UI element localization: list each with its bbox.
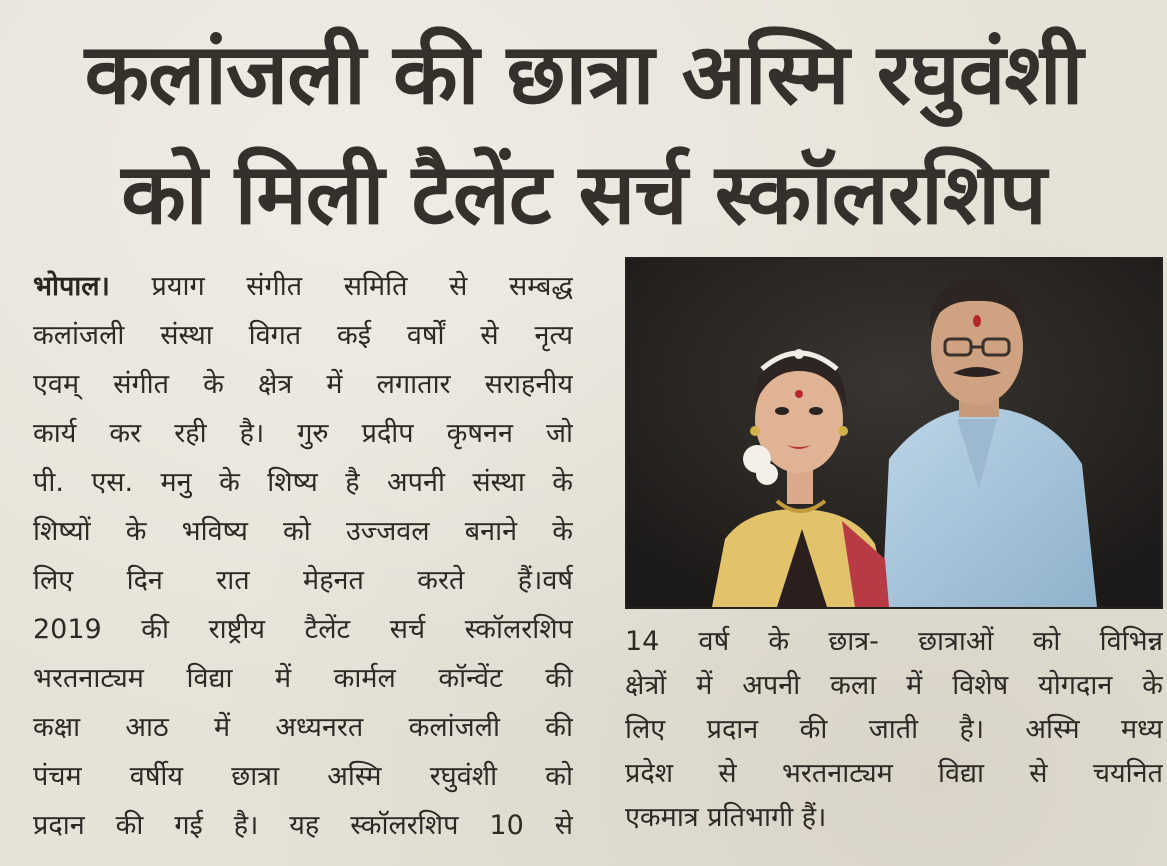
article-line-9: भरतनाट्यम विद्या में कार्मल कॉन्वेंट की [33,663,573,694]
headline-line-2: को मिली टैलेंट सर्च स्कॉलरशिप [121,145,1046,243]
article-column-left [33,262,573,862]
article-line-1-text: प्रयाग संगीत समिति से सम्बद्ध [109,271,573,302]
article-right-line-4: प्रदेश से भरतनाट्यम विद्या से चयनित [625,758,1163,789]
article-right-line-2: क्षेत्रों में अपनी कला में विशेष योगदान के [625,670,1163,701]
article-line-5: पी. एस. मनु के शिष्य है अपनी संस्था के [33,467,573,498]
article-line-7: लिए दिन रात मेहनत करते हैं।वर्ष [33,565,573,596]
article-right-line-1: 14 वर्ष के छात्र- छात्राओं को विभिन्न [625,626,1163,657]
article-column-right [625,620,1163,860]
article-line-10: कक्षा आठ में अध्यनरत कलांजली की [33,712,573,743]
article-line-4: कार्य कर रही है। गुरु प्रदीप कृषनन जो [33,418,573,449]
photo-dancer-and-guru [627,259,1161,607]
article-line-2: कलांजली संस्था विगत कई वर्षों से नृत्य [33,320,573,351]
article-line-6: शिष्यों के भविष्य को उज्जवल बनाने के [33,516,573,547]
article-line-11: पंचम वर्षीय छात्रा अस्मि रघुवंशी को [33,761,573,792]
article-line-3: एवम् संगीत के क्षेत्र में लगातार सराहनीय [33,369,573,400]
article-line-1 [33,262,573,311]
article-right-line-5: एकमात्र प्रतिभागी हैं। [625,802,827,833]
news-photo [625,257,1163,609]
headline-line-1: कलांजली की छात्रा अस्मि रघुवंशी [84,25,1083,123]
article-line-8: 2019 की राष्ट्रीय टैलेंट सर्च स्कॉलरशिप [33,614,573,645]
dateline: भोपाल। [33,271,110,302]
article-right-line-3: लिए प्रदान की जाती है। अस्मि मध्य [625,714,1163,745]
article-line-12: प्रदान की गई है। यह स्कॉलरशिप 10 से [33,810,573,841]
